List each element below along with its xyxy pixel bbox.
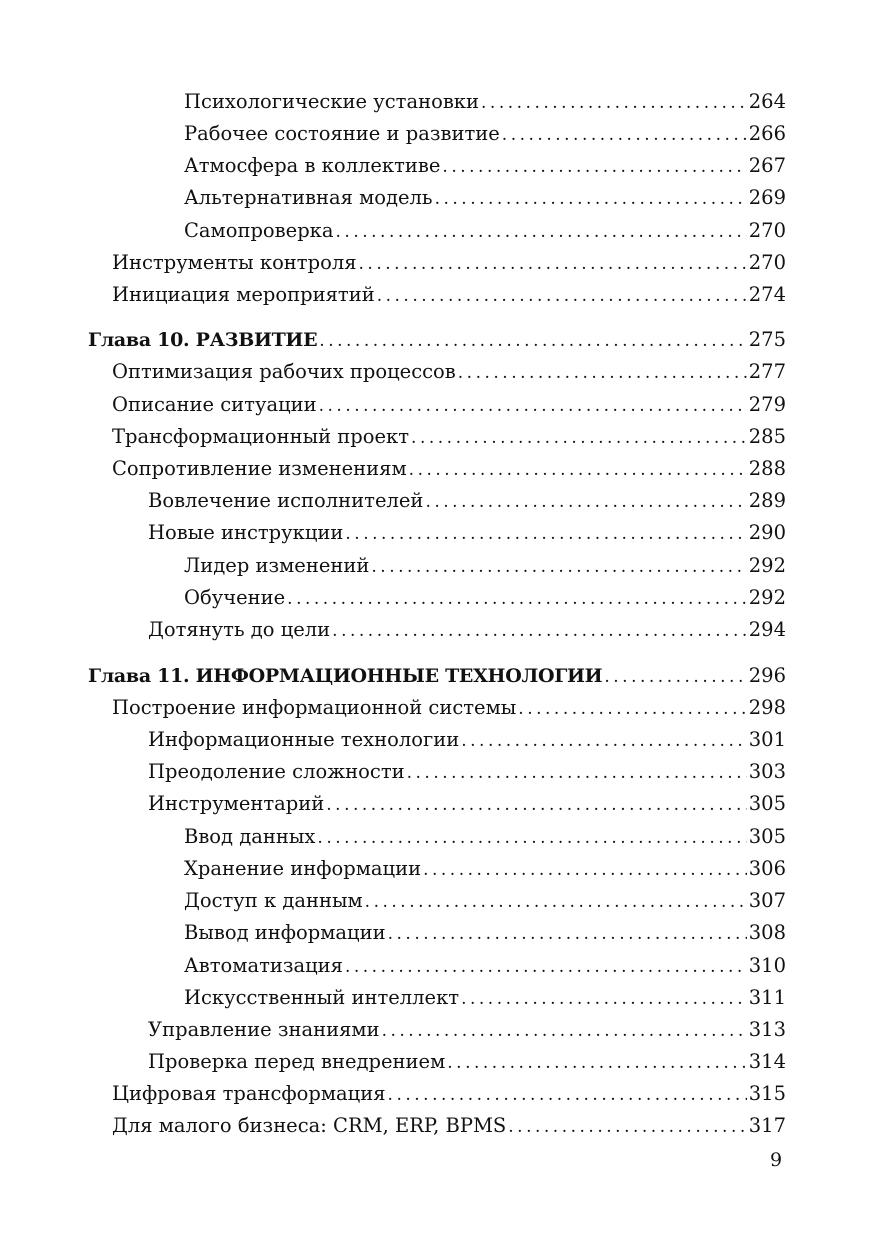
- dot-leader: [287, 583, 747, 615]
- dot-leader: [409, 454, 747, 486]
- dot-leader: [502, 119, 747, 151]
- toc-entry: [148, 614, 786, 646]
- toc-entry-page: 289: [748, 489, 786, 512]
- toc-entry-title: Самопроверка: [184, 219, 334, 242]
- toc-chapter-title: Глава 10. РАЗВИТИЕ: [88, 329, 318, 351]
- toc-entry-page: 305: [748, 792, 786, 815]
- toc-entry: [184, 950, 786, 982]
- toc-entry: [184, 182, 786, 214]
- dot-leader: [447, 1047, 747, 1079]
- toc-entry-page: 298: [748, 696, 786, 719]
- toc-entry-title: Инструментарий: [148, 792, 325, 815]
- toc-entry-page: 277: [748, 360, 786, 383]
- dot-leader: [319, 390, 747, 422]
- toc-entry-page: 285: [748, 425, 786, 448]
- toc-entry: [184, 821, 786, 853]
- toc-entry-page: 307: [748, 889, 786, 912]
- toc-entry: [184, 582, 786, 614]
- toc-entry-title: Трансформационный проект: [112, 425, 410, 448]
- toc-entry-title: Цифровая трансформация: [112, 1082, 386, 1105]
- toc-entry-title: Информационные технологии: [148, 728, 460, 751]
- dot-leader: [371, 551, 746, 583]
- toc-entry-title: Хранение информации: [184, 857, 422, 880]
- dot-leader: [518, 693, 746, 725]
- dot-leader: [336, 216, 747, 248]
- toc-entry-page: 270: [748, 251, 786, 274]
- toc-chapter-entry: [88, 324, 786, 356]
- toc-entry-title: Преодоление сложности: [148, 760, 405, 783]
- dot-leader: [442, 151, 746, 183]
- toc-chapter-title: Глава 11. ИНФОРМАЦИОННЫЕ ТЕХНОЛОГИИ: [88, 665, 603, 687]
- dot-leader: [345, 518, 746, 550]
- toc-entry-page: 275: [748, 328, 786, 351]
- toc-entry-title: Лидер изменений: [184, 554, 370, 577]
- toc-entry: [112, 692, 786, 724]
- toc-entry-title: Вовлечение исполнителей: [148, 489, 424, 512]
- dot-leader: [604, 661, 746, 693]
- toc-entry-title: Обучение: [184, 586, 286, 609]
- toc-entry-page: 313: [748, 1018, 786, 1041]
- toc-entry-page: 317: [748, 1114, 786, 1137]
- toc-entry: [148, 1046, 786, 1078]
- toc-entry-title: Оптимизация рабочих процессов: [112, 360, 456, 383]
- toc-entry: [148, 1014, 786, 1046]
- toc-entry-page: 274: [748, 283, 786, 306]
- toc-entry: [112, 279, 786, 311]
- toc-entry-title: Инструменты контроля: [112, 251, 357, 274]
- dot-leader: [377, 280, 747, 312]
- toc-entry-title: Описание ситуации: [112, 393, 317, 416]
- dot-leader: [317, 822, 746, 854]
- toc-entry-page: 266: [748, 122, 786, 145]
- toc-entry: [184, 885, 786, 917]
- dot-leader: [458, 357, 747, 389]
- toc-entry: [148, 485, 786, 517]
- dot-leader: [508, 1111, 747, 1143]
- toc-entry-page: 269: [748, 186, 786, 209]
- toc-entry-title: Управление знаниями: [148, 1018, 380, 1041]
- toc-entry-page: 310: [748, 954, 786, 977]
- toc-entry-page: 305: [748, 825, 786, 848]
- toc-entry-title: Проверка перед внедрением: [148, 1050, 446, 1073]
- dot-leader: [345, 951, 747, 983]
- toc-entry: [184, 550, 786, 582]
- toc-entry-title: Атмосфера в коллективе: [184, 154, 441, 177]
- toc-entry-page: 303: [748, 760, 786, 783]
- dot-leader: [388, 1079, 747, 1111]
- toc-entry: [112, 421, 786, 453]
- toc-entry: [184, 215, 786, 247]
- toc-entry-page: 311: [748, 986, 786, 1009]
- dot-leader: [461, 983, 747, 1015]
- dot-leader: [435, 183, 747, 215]
- dot-leader: [481, 87, 747, 119]
- toc-entry-page: 292: [748, 554, 786, 577]
- toc-entry: [184, 982, 786, 1014]
- toc-entry-page: 288: [748, 457, 786, 480]
- toc-entry-title: Построение информационной системы: [112, 696, 517, 719]
- toc-entry-page: 267: [748, 154, 786, 177]
- dot-leader: [425, 486, 746, 518]
- dot-leader: [365, 886, 747, 918]
- toc-entry: [184, 86, 786, 118]
- toc-chapter-entry: [88, 660, 786, 692]
- toc-entry-title: Ввод данных: [184, 825, 316, 848]
- toc-entry: [112, 453, 786, 485]
- dot-leader: [332, 615, 747, 647]
- toc-entry: [112, 1078, 786, 1110]
- toc-entry-title: Доступ к данным: [184, 889, 363, 912]
- dot-leader: [388, 918, 747, 950]
- toc-entry: [112, 247, 786, 279]
- toc-entry: [148, 788, 786, 820]
- toc-entry-page: 315: [748, 1082, 786, 1105]
- toc-entry: [112, 389, 786, 421]
- toc-entry-title: Рабочее состояние и развитие: [184, 122, 500, 145]
- toc-entry: [148, 724, 786, 756]
- toc-entry-title: Сопротивление изменениям: [112, 457, 407, 480]
- toc-entry: [148, 517, 786, 549]
- toc-entry: [184, 853, 786, 885]
- toc-entry-page: 279: [748, 393, 786, 416]
- toc-entry-title: Новые инструкции: [148, 521, 344, 544]
- dot-leader: [407, 757, 747, 789]
- dot-leader: [461, 725, 747, 757]
- toc-entry-page: 294: [748, 618, 786, 641]
- toc-entry-title: Автоматизация: [184, 954, 343, 977]
- dot-leader: [411, 422, 747, 454]
- toc-entry: [184, 917, 786, 949]
- toc-entry-page: 306: [748, 857, 786, 880]
- toc-entry: [184, 118, 786, 150]
- toc-entry: [112, 356, 786, 388]
- toc-entry-title: Для малого бизнеса: CRM, ERP, BPMS: [112, 1114, 507, 1137]
- toc-entry-title: Альтернативная модель: [184, 186, 433, 209]
- toc-entry-page: 301: [748, 728, 786, 751]
- dot-leader: [382, 1015, 747, 1047]
- toc-entry-page: 290: [748, 521, 786, 544]
- dot-leader: [319, 325, 746, 357]
- dot-leader: [423, 854, 747, 886]
- toc-entry-title: Дотянуть до цели: [148, 618, 331, 641]
- page-number: 9: [770, 1149, 783, 1171]
- toc-entry-page: 270: [748, 219, 786, 242]
- toc-entry-page: 296: [748, 664, 786, 687]
- toc-entry: [112, 1110, 786, 1142]
- dot-leader: [359, 248, 747, 280]
- toc-entry-title: Инициация мероприятий: [112, 283, 375, 306]
- toc-entry-title: Искусственный интеллект: [184, 986, 460, 1009]
- toc-entry-page: 292: [748, 586, 786, 609]
- toc-entry: [148, 756, 786, 788]
- toc-entry-title: Психологические установки: [184, 90, 479, 113]
- toc-entry-page: 314: [748, 1050, 786, 1073]
- toc-entry-title: Вывод информации: [184, 921, 386, 944]
- toc-entry-page: 308: [748, 921, 786, 944]
- dot-leader: [326, 789, 747, 821]
- toc-entry: [184, 150, 786, 182]
- toc-entry-page: 264: [748, 90, 786, 113]
